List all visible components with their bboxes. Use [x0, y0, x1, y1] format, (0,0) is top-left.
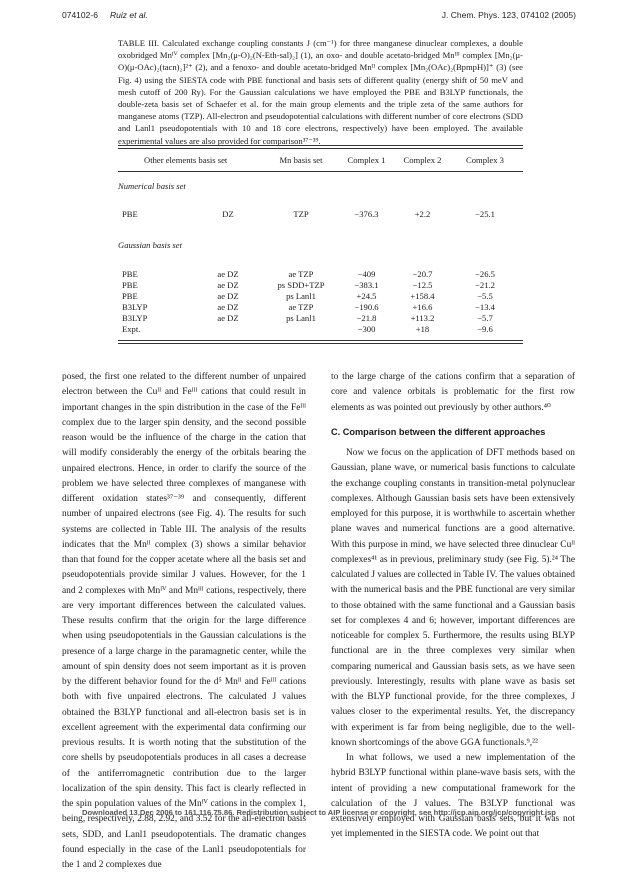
cell-complex-3: −9.6: [477, 324, 493, 334]
table-header-rule: [118, 171, 523, 172]
cell-complex-1: −383.1: [354, 280, 379, 290]
cell-other-basis: ae DZ: [217, 291, 239, 301]
cell-complex-2: +18: [415, 324, 430, 334]
cell-other-basis: ae DZ: [217, 280, 239, 290]
cell-complex-3: −5.7: [477, 313, 493, 323]
cell-complex-2: +16.6: [412, 302, 433, 312]
cell-complex-2: +2.2: [414, 209, 431, 219]
cell-complex-1: −409: [357, 269, 376, 279]
col-header-complex-1: Complex 1: [347, 155, 386, 165]
cell-complex-3: −13.4: [475, 302, 495, 312]
section-heading: C. Comparison between the different approaches: [331, 426, 546, 437]
cell-complex-1: +24.5: [356, 291, 377, 301]
cell-functional: B3LYP: [122, 302, 148, 312]
table-caption: TABLE III. Calculated exchange coupling constants J (cm⁻¹) for three manganese dinuclear complexes, a double oxobridged Mnᴵⱽ complex [Mn₂(μ-O)₂(N-Eth-sal)₂] (1), an oxo- and double acetato-bridged Mnᴵᴵᴵ complex [Mn₂(μ-O)(μ-OAc)₂(tacn)₂]²⁺ (2), and a fenoxo- and double acetato-bridged Mnᴵᴵ complex [Mn₂(OAc)₂(BpmpH)]⁺ (3) (see Fig. 4) using the SIESTA code with PBE functional and basis sets of different quality (energy shift of 50 meV and mesh cutoff of 200 Ry). For the Gaussian calculations we have employed the PBE and B3LYP functionals, the double-zeta basis set of Schaefer et al. for the main group elements and the triple zeta of the same authors for manganese atoms (TZP). All-electron and pseudopotential calculations with different number of core electrons (SDD and Lanl1 pseudopotentials with 10 and 18 core electrons, respectively) have been employed. The available experimental values are also provided for comparison³⁷⁻³⁹.: [118, 38, 523, 146]
body-paragraph: In what follows, we used a new implementation of the hybrid B3LYP functional within plane-wave basis sets, with the intent of providing a new computational framework for the calculation of the J values. The B3LYP functional was extensively employed with Gaussian basis sets, but it was not yet implemented in the SIESTA code. We point out that: [331, 753, 575, 840]
cell-functional: PBE: [122, 280, 138, 290]
right-text-column: [331, 370, 575, 843]
body-paragraph: to the large charge of the cations confirm that a separation of core and valence orbitals is problematic for the first row elements as was pointed out previously by other authors.⁴⁰: [331, 372, 575, 413]
col-header-other-basis: Other elements basis set: [144, 155, 228, 165]
cell-functional: Expt.: [122, 324, 141, 334]
cell-complex-2: +113.2: [410, 313, 435, 323]
cell-mn-basis: ae TZP: [288, 269, 314, 279]
section-gaussian: Gaussian basis set: [118, 240, 182, 250]
cell-functional: B3LYP: [122, 313, 148, 323]
cell-mn-basis: ps SDD+TZP: [277, 280, 325, 290]
cell-complex-2: −12.5: [412, 280, 433, 290]
journal-citation: J. Chem. Phys. 123, 074102 (2005): [441, 10, 576, 20]
table-top-rule-double: [118, 148, 523, 149]
cell-other-basis: ae DZ: [217, 302, 239, 312]
cell-mn-basis: ps Lanl1: [286, 291, 316, 301]
cell-other-basis: ae DZ: [217, 313, 239, 323]
cell-complex-1: −21.8: [356, 313, 377, 323]
section-numerical: Numerical basis set: [118, 181, 186, 191]
cell-complex-3: −25.1: [475, 209, 495, 219]
page-number-article-id: 074102-6: [62, 10, 98, 20]
cell-complex-2: +158.4: [410, 291, 435, 301]
cell-complex-2: −20.7: [412, 269, 433, 279]
cell-mn-basis: ps Lanl1: [286, 313, 316, 323]
cell-functional: PBE: [122, 291, 138, 301]
col-header-complex-3: Complex 3: [466, 155, 504, 165]
table-top-rule: [118, 145, 523, 146]
cell-mn-basis: TZP: [293, 209, 309, 219]
body-paragraph: Now we focus on the application of DFT methods based on Gaussian, plane wave, or numerical basis functions to calculate the exchange coupling constants in transition-metal polynuclear complexes. Although Gaussian basis sets have been extensively employed for this purpose, it is worthwhile to ascertain whether plane waves and numerical functions are a good alternative. With this purpose in mind, we have selected three dinuclear Cuᴵᴵ complexes⁴¹ as in previous, preliminary study (see Fig. 5).²⁴ The calculated J values are collected in Table IV. The values obtained with the numerical basis and the PBE functional are very similar to those obtained with the same functional and a Gaussian basis set for complexes 4 and 6; however, important differences are noticeable for complex 5. Furthermore, the results using BLYP functional are in the three complexes very similar when comparing numerical and Gaussian basis sets, as we have seen previously. Interestingly, results with plane wave as basis set with the BLYP functional provide, for the three complexes, J values closer to the experimental results. Yet, the discrepancy with experiment is far from being negligible, due to the well-known shortcomings of the above GGA functionals.⁹,²²: [331, 448, 575, 748]
cell-mn-basis: ae TZP: [288, 302, 314, 312]
table-bottom-rule-double: [118, 343, 523, 344]
cell-functional: PBE: [122, 209, 138, 219]
cell-complex-3: −26.5: [475, 269, 495, 279]
table-bottom-rule: [118, 340, 523, 341]
left-text-column: [62, 370, 306, 873]
cell-complex-1: −376.3: [354, 209, 379, 219]
cell-complex-1: −300: [357, 324, 376, 334]
col-header-mn-basis: Mn basis set: [279, 155, 323, 165]
cell-complex-1: −190.6: [354, 302, 379, 312]
cell-functional: PBE: [122, 269, 138, 279]
cell-complex-3: −21.2: [475, 280, 495, 290]
cell-complex-3: −5.5: [477, 291, 493, 301]
running-author: Ruiz et al.: [110, 10, 148, 20]
body-paragraph: posed, the first one related to the different number of unpaired electron between the Cuᴵᴵ and Feᴵᴵᴵ cations that could result in important changes in the spin distribution in the case of the Feᴵᴵᴵ complex due to the larger spin density, and the second possible reason would be the influence of the charge in the cation that will modify considerably the energy of the orbitals bearing the unpaired electrons. Hence, in order to clarify the source of the problem we have selected three complexes of manganese with different oxidation states³⁷⁻³⁹ and consequently, different number of unpaired electrons (see Fig. 4). The results for such systems are collected in Table III. The analysis of the results indicates that the Mnᴵᴵ complex (3) shows a similar behavior than that found for the copper acetate where all the basis set and pseudopotentials provide similar J values. However, for the 1 and 2 complexes with Mnᴵⱽ and Mnᴵᴵᴵ cations, respectively, there are very important differences between the calculated values. These results confirm that the origin for the large difference when using pseudopotentials in the Gaussian calculations is the presence of a large charge in the paramagnetic center, while the amount of spin density does not seem important as it is proven by the different behavior found for the d⁵ Mnᴵᴵ and Feᴵᴵᴵ cations both with five unpaired electrons. The calculated J values obtained the B3LYP functional and all-electron basis set is in excellent agreement with the experimental data confirming our previous results. It is worth noting that the substitution of the core shells by pseudopotentials produces in all cases a decrease of the antiferromagnetic contribution due to the larger localization of the spin density. This fact is clearly reflected in the spin population values of the Mnᴵⱽ cations in the complex 1, being, respectively, 2.88, 2.92, and 3.52 for the all-electron basis sets, SDD, and Lanl1 pseudopotentials. The dramatic changes found especially in the case of the Lanl1 pseudopotentials for the 1 and 2 complexes due: [62, 372, 306, 870]
col-header-complex-2: Complex 2: [403, 155, 442, 165]
download-footer: Downloaded 13 Dec 2006 to 161.116.75.86. Redistribution subject to AIP license or copyright, see http://jcp.aip.org/jcp/copyright.jsp: [82, 808, 556, 817]
cell-other-basis: ae DZ: [217, 269, 239, 279]
cell-other-basis: DZ: [222, 209, 234, 219]
